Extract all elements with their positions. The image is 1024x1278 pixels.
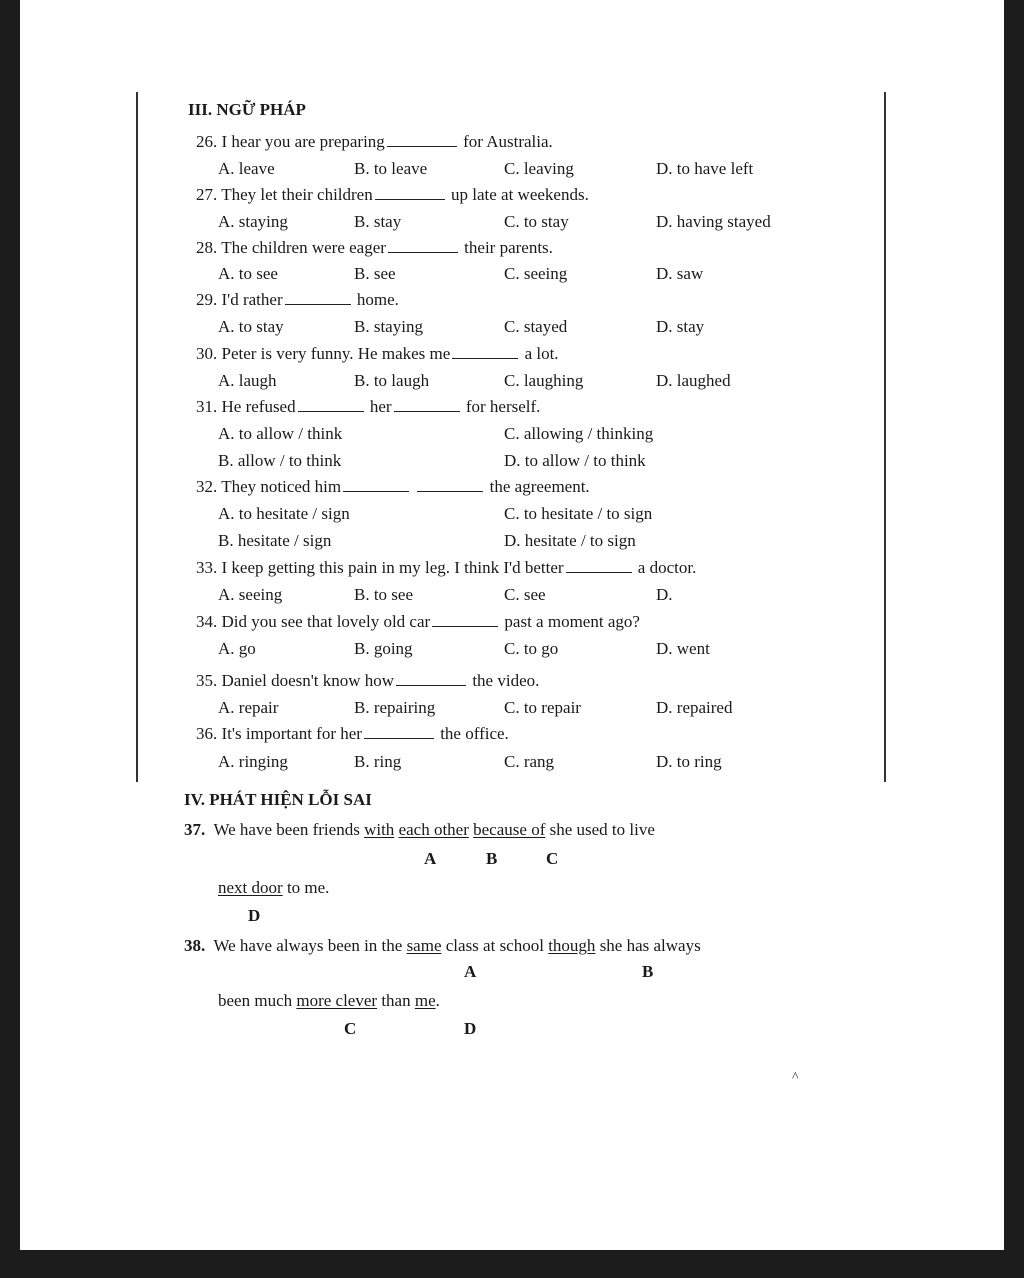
- q27-option-d: D. having stayed: [656, 212, 771, 231]
- section-3-title: III. NGỮ PHÁP: [188, 100, 306, 119]
- q33-option-a: A. seeing: [218, 585, 283, 604]
- q28-option-a: A. to see: [218, 264, 278, 283]
- q38-label-a: A: [464, 962, 477, 981]
- q36-option-b: B. ring: [354, 752, 402, 771]
- q36-option-d: D. to ring: [656, 752, 722, 771]
- q32-option-b: B. hesitate / sign: [218, 531, 332, 550]
- q28-option-b: B. see: [354, 264, 396, 283]
- question-37-line2: next door to me.: [218, 878, 330, 897]
- question-38: 38. We have always been in the same class at school though she has always: [184, 936, 701, 955]
- q29-option-d: D. stay: [656, 317, 705, 336]
- q38-label-b: B: [642, 962, 654, 981]
- q26-option-d: D. to have left: [656, 159, 754, 178]
- q36-option-a: A. ringing: [218, 752, 288, 771]
- q30-option-a: A. laugh: [218, 371, 277, 390]
- q31-option-c: C. allowing / thinking: [504, 424, 654, 443]
- q28-option-c: C. seeing: [504, 264, 568, 283]
- q32-option-a: A. to hesitate / sign: [218, 504, 350, 523]
- q33-option-c: C. see: [504, 585, 546, 604]
- q27-option-b: B. stay: [354, 212, 402, 231]
- q34-option-b: B. going: [354, 639, 413, 658]
- q38-label-c: C: [344, 1019, 357, 1038]
- q35-option-d: D. repaired: [656, 698, 733, 717]
- q37-part-c: because of: [473, 820, 546, 839]
- q35-option-a: A. repair: [218, 698, 279, 717]
- question-28: 28. The children were eager their parents.: [196, 238, 553, 257]
- left-border-line: [136, 92, 138, 782]
- q29-option-a: A. to stay: [218, 317, 284, 336]
- q31-option-a: A. to allow / think: [218, 424, 343, 443]
- question-31: 31. He refused her for herself.: [196, 397, 541, 416]
- q28-option-d: D. saw: [656, 264, 704, 283]
- q33-option-b: B. to see: [354, 585, 414, 604]
- question-27: 27. They let their children up late at weekends.: [196, 185, 589, 204]
- q34-option-d: D. went: [656, 639, 710, 658]
- q32-option-c: C. to hesitate / to sign: [504, 504, 653, 523]
- q37-part-b: each other: [398, 820, 469, 839]
- caret-mark-icon: ^: [792, 1070, 799, 1085]
- q26-option-c: C. leaving: [504, 159, 574, 178]
- q35-option-b: B. repairing: [354, 698, 436, 717]
- q31-option-b: B. allow / to think: [218, 451, 342, 470]
- q38-part-c: more clever: [296, 991, 378, 1010]
- q37-label-c: C: [546, 849, 559, 868]
- q38-part-b: though: [548, 936, 596, 955]
- q37-label-b: B: [486, 849, 498, 868]
- question-32: 32. They noticed him the agreement.: [196, 477, 590, 496]
- question-35: 35. Daniel doesn't know how the video.: [196, 671, 540, 690]
- q32-option-d: D. hesitate / to sign: [504, 531, 636, 550]
- q37-label-d: D: [248, 906, 261, 925]
- q38-label-d: D: [464, 1019, 477, 1038]
- q35-option-c: C. to repair: [504, 698, 581, 717]
- section-4-title: IV. PHÁT HIỆN LỖI SAI: [184, 790, 372, 809]
- question-33: 33. I keep getting this pain in my leg. I think I'd better a doctor.: [196, 558, 697, 577]
- worksheet-page: [20, 0, 1004, 1250]
- q30-option-c: C. laughing: [504, 371, 584, 390]
- q26-option-b: B. to leave: [354, 159, 428, 178]
- q26-option-a: A. leave: [218, 159, 275, 178]
- q37-part-d: next door: [218, 878, 283, 897]
- q38-part-a: same: [406, 936, 442, 955]
- q34-option-a: A. go: [218, 639, 256, 658]
- q37-part-a: with: [364, 820, 395, 839]
- q30-option-b: B. to laugh: [354, 371, 430, 390]
- question-30: 30. Peter is very funny. He makes me a lot.: [196, 344, 559, 363]
- q31-option-d: D. to allow / to think: [504, 451, 646, 470]
- question-26: 26. I hear you are preparing for Australia.: [196, 132, 553, 151]
- q33-option-d: D.: [656, 585, 673, 604]
- q29-option-c: C. stayed: [504, 317, 568, 336]
- question-38-line2: been much more clever than me.: [218, 991, 440, 1010]
- q27-option-a: A. staying: [218, 212, 288, 231]
- q38-part-d: me: [414, 991, 436, 1010]
- q27-option-c: C. to stay: [504, 212, 569, 231]
- question-36: 36. It's important for her the office.: [196, 724, 509, 743]
- q36-option-c: C. rang: [504, 752, 555, 771]
- question-37: 37. We have been friends with each other because of she used to live: [184, 820, 655, 839]
- q30-option-d: D. laughed: [656, 371, 731, 390]
- q37-label-a: A: [424, 849, 437, 868]
- q29-option-b: B. staying: [354, 317, 423, 336]
- question-34: 34. Did you see that lovely old car past a moment ago?: [196, 612, 640, 631]
- question-29: 29. I'd rather home.: [196, 290, 399, 309]
- right-border-line: [884, 92, 886, 782]
- q34-option-c: C. to go: [504, 639, 559, 658]
